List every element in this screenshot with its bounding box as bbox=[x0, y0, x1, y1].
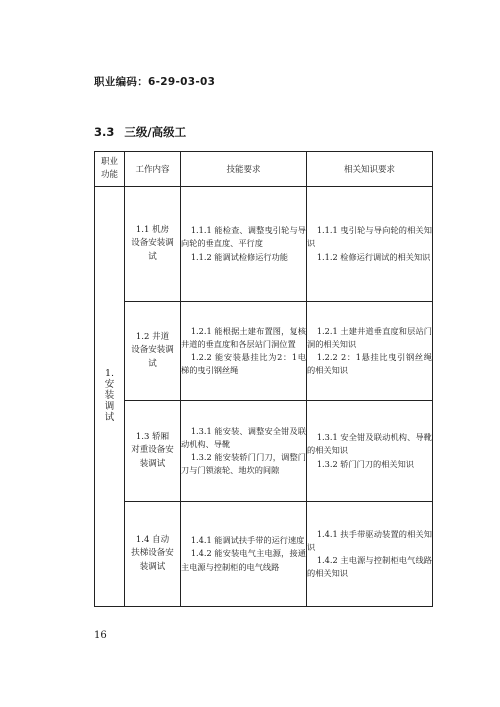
work-content-cell: 1.1 机房 设备安装调 试 bbox=[125, 187, 181, 302]
header-work-content: 工作内容 bbox=[125, 152, 181, 187]
skill-cell: 1.1.1 能检查、调整曳引轮与导向轮的垂直度、平行度 1.1.2 能调试检修运行功能 bbox=[181, 187, 307, 302]
work-content-cell: 1.2 井道 设备安装调 试 bbox=[125, 302, 181, 401]
skill-requirements-table bbox=[94, 151, 433, 607]
function-cell bbox=[95, 187, 125, 607]
table-row bbox=[95, 302, 433, 401]
skill-cell: 1.4.1 能调试扶手带的运行速度 1.4.2 能安装电气主电源，接通主电源与控制柜的电气线路 bbox=[181, 502, 307, 607]
knowledge-cell: 1.4.1 扶手带驱动装置的相关知识 1.4.2 主电源与控制柜电气线路的相关知识 bbox=[307, 502, 433, 607]
knowledge-cell: 1.1.1 曳引轮与导向轮的相关知识 1.1.2 检修运行调试的相关知识 bbox=[307, 187, 433, 302]
section-number: 3.3 bbox=[94, 125, 115, 139]
work-content-cell: 1.3 轿厢 对重设备安 装调试 bbox=[125, 401, 181, 502]
section-title: 三级/高级工 bbox=[124, 125, 187, 139]
knowledge-cell: 1.3.1 安全钳及联动机构、导靴的相关知识 1.3.2 轿门门刀的相关知识 bbox=[307, 401, 433, 502]
occupation-code: 职业编码：6-29-03-03 bbox=[94, 76, 216, 88]
skill-cell: 1.3.1 能安装、调整安全钳及联动机构、导靴 1.3.2 能安装轿门门刀，调整门刀与门锁滚轮、地坎的间隙 bbox=[181, 401, 307, 502]
page-number: 16 bbox=[94, 630, 107, 641]
header-skill-requirements: 技能要求 bbox=[181, 152, 307, 187]
knowledge-cell: 1.2.1 土建井道垂直度和层站门洞的相关知识 1.2.2 2：1悬挂比曳引钢丝绳的相关知识 bbox=[307, 302, 433, 401]
table-row bbox=[95, 401, 433, 502]
section-heading bbox=[94, 124, 186, 140]
skill-cell: 1.2.1 能根据土建布置图，复核井道的垂直度和各层站门洞位置 1.2.2 能安装悬挂比为2：1电梯的曳引钢丝绳 bbox=[181, 302, 307, 401]
work-content-cell: 1.4 自动 扶梯设备安 装调试 bbox=[125, 502, 181, 607]
table-row bbox=[95, 502, 433, 607]
table-header-row bbox=[95, 152, 433, 187]
header-function: 职业 功能 bbox=[95, 152, 125, 187]
table-row bbox=[95, 187, 433, 302]
function-label: 1. 安 装 调 试 bbox=[104, 368, 115, 423]
header-knowledge-requirements: 相关知识要求 bbox=[307, 152, 433, 187]
